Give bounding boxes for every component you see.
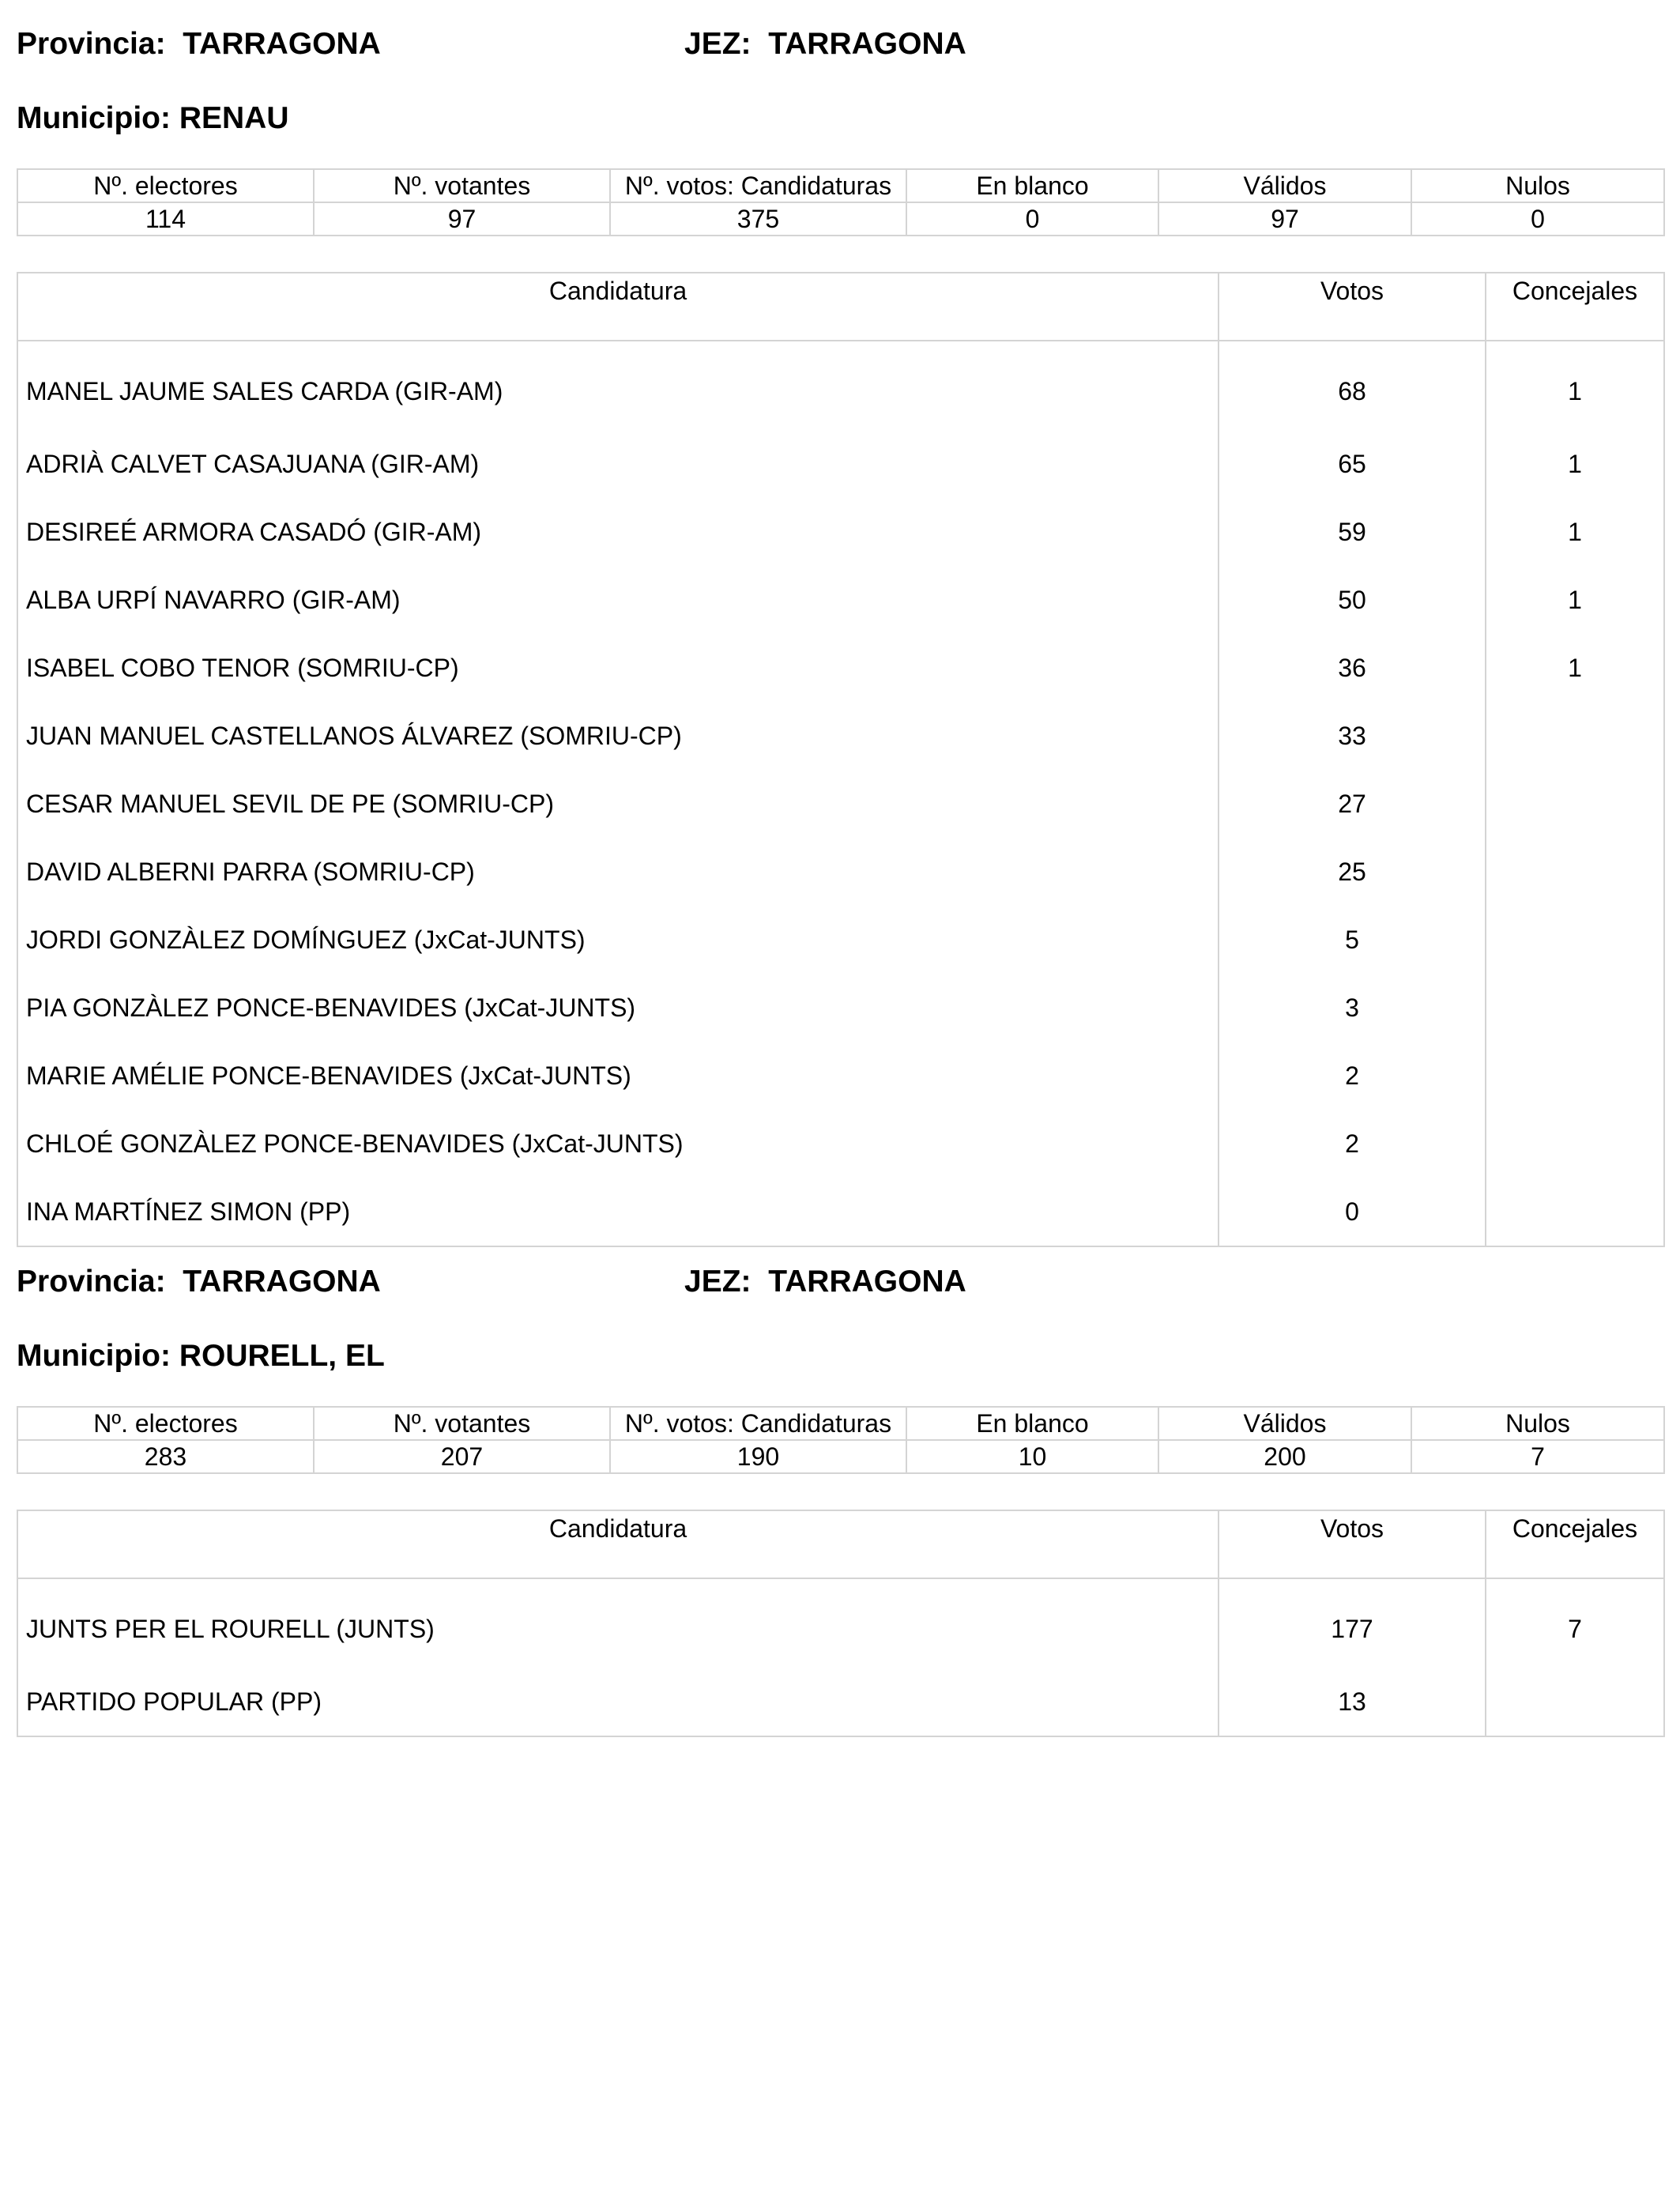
- table-row: [17, 1178, 1664, 1246]
- candidate-votos: 59: [1219, 498, 1486, 566]
- table-row: [17, 566, 1664, 634]
- summary-header-nulos: Nulos: [1411, 169, 1664, 202]
- candidate-name: JUNTS PER EL ROURELL (JUNTS): [17, 1578, 1219, 1668]
- jez-heading: [684, 1265, 966, 1299]
- candidate-concejales: [1486, 1668, 1664, 1736]
- candidate-name: ISABEL COBO TENOR (SOMRIU-CP): [17, 634, 1219, 702]
- candidate-name: DESIREÉ ARMORA CASADÓ (GIR-AM): [17, 498, 1219, 566]
- summary-header-votantes: Nº. votantes: [314, 1407, 610, 1440]
- summary-value-nulos: 7: [1411, 1440, 1664, 1473]
- table-row: [17, 702, 1664, 770]
- candidate-name: PIA GONZÀLEZ PONCE-BENAVIDES (JxCat-JUNTS): [17, 974, 1219, 1042]
- results-header-row: [17, 1510, 1664, 1578]
- results-header-concejales: Concejales: [1486, 273, 1664, 341]
- summary-value-validos: 200: [1158, 1440, 1411, 1473]
- results-table: [17, 1510, 1665, 1737]
- municipio-value: RENAU: [179, 101, 289, 135]
- candidate-name: ADRIÀ CALVET CASAJUANA (GIR-AM): [17, 430, 1219, 498]
- candidate-name: DAVID ALBERNI PARRA (SOMRIU-CP): [17, 838, 1219, 906]
- candidate-concejales: 1: [1486, 341, 1664, 430]
- candidate-concejales: [1486, 974, 1664, 1042]
- candidate-concejales: [1486, 1110, 1664, 1178]
- table-row: [17, 906, 1664, 974]
- candidate-votos: 36: [1219, 634, 1486, 702]
- table-row: [17, 1042, 1664, 1110]
- provincia-value: TARRAGONA: [183, 27, 381, 61]
- results-header-candidatura: Candidatura: [17, 1510, 1219, 1578]
- provincia-label: Provincia:: [17, 1265, 166, 1299]
- candidate-name: ALBA URPÍ NAVARRO (GIR-AM): [17, 566, 1219, 634]
- summary-table: [17, 168, 1665, 236]
- candidate-votos: 65: [1219, 430, 1486, 498]
- table-row: [17, 634, 1664, 702]
- summary-value-electores: 114: [17, 202, 314, 236]
- summary-header-en-blanco: En blanco: [906, 169, 1158, 202]
- candidate-votos: 25: [1219, 838, 1486, 906]
- table-row: [17, 1110, 1664, 1178]
- municipio-value: ROURELL, EL: [179, 1339, 385, 1373]
- results-table: [17, 272, 1665, 1247]
- summary-value-votantes: 207: [314, 1440, 610, 1473]
- candidate-votos: 177: [1219, 1578, 1486, 1668]
- summary-header-en-blanco: En blanco: [906, 1407, 1158, 1440]
- candidate-votos: 50: [1219, 566, 1486, 634]
- jez-value: TARRAGONA: [768, 1265, 966, 1299]
- summary-header-validos: Válidos: [1158, 169, 1411, 202]
- summary-value-row: [17, 202, 1664, 236]
- candidate-name: MANEL JAUME SALES CARDA (GIR-AM): [17, 341, 1219, 430]
- table-row: [17, 1578, 1664, 1668]
- candidate-concejales: [1486, 838, 1664, 906]
- summary-value-en-blanco: 0: [906, 202, 1158, 236]
- jez-label: JEZ:: [684, 1265, 751, 1299]
- summary-header-electores: Nº. electores: [17, 169, 314, 202]
- summary-value-nulos: 0: [1411, 202, 1664, 236]
- summary-value-validos: 97: [1158, 202, 1411, 236]
- jez-heading: [684, 27, 966, 62]
- candidate-votos: 27: [1219, 770, 1486, 838]
- candidate-concejales: 7: [1486, 1578, 1664, 1668]
- summary-header-electores: Nº. electores: [17, 1407, 314, 1440]
- candidate-name: CHLOÉ GONZÀLEZ PONCE-BENAVIDES (JxCat-JUNTS): [17, 1110, 1219, 1178]
- candidate-name: CESAR MANUEL SEVIL DE PE (SOMRIU-CP): [17, 770, 1219, 838]
- summary-header-nulos: Nulos: [1411, 1407, 1664, 1440]
- candidate-concejales: 1: [1486, 498, 1664, 566]
- table-row: [17, 838, 1664, 906]
- provincia-value: TARRAGONA: [183, 1265, 381, 1299]
- candidate-name: JUAN MANUEL CASTELLANOS ÁLVAREZ (SOMRIU-CP): [17, 702, 1219, 770]
- table-row: [17, 1668, 1664, 1736]
- table-row: [17, 430, 1664, 498]
- candidate-votos: 2: [1219, 1110, 1486, 1178]
- candidate-name: MARIE AMÉLIE PONCE-BENAVIDES (JxCat-JUNTS): [17, 1042, 1219, 1110]
- table-row: [17, 341, 1664, 430]
- municipio-label: Municipio:: [17, 1339, 171, 1373]
- candidate-votos: 2: [1219, 1042, 1486, 1110]
- jez-label: JEZ:: [684, 27, 751, 61]
- results-header-row: [17, 273, 1664, 341]
- candidate-votos: 5: [1219, 906, 1486, 974]
- summary-value-row: [17, 1440, 1664, 1473]
- candidate-votos: 33: [1219, 702, 1486, 770]
- results-header-concejales: Concejales: [1486, 1510, 1664, 1578]
- candidate-name: JORDI GONZÀLEZ DOMÍNGUEZ (JxCat-JUNTS): [17, 906, 1219, 974]
- candidate-concejales: [1486, 1042, 1664, 1110]
- summary-header-row: [17, 1407, 1664, 1440]
- candidate-concejales: [1486, 702, 1664, 770]
- candidate-concejales: 1: [1486, 430, 1664, 498]
- jez-value: TARRAGONA: [768, 27, 966, 61]
- summary-header-row: [17, 169, 1664, 202]
- candidate-concejales: [1486, 1178, 1664, 1246]
- summary-header-validos: Válidos: [1158, 1407, 1411, 1440]
- summary-value-votos-candidaturas: 375: [610, 202, 906, 236]
- candidate-concejales: 1: [1486, 634, 1664, 702]
- results-header-candidatura: Candidatura: [17, 273, 1219, 341]
- summary-value-electores: 283: [17, 1440, 314, 1473]
- provincia-heading: [17, 27, 381, 62]
- candidate-votos: 3: [1219, 974, 1486, 1042]
- candidate-votos: 13: [1219, 1668, 1486, 1736]
- summary-value-votos-candidaturas: 190: [610, 1440, 906, 1473]
- candidate-votos: 68: [1219, 341, 1486, 430]
- results-header-votos: Votos: [1219, 1510, 1486, 1578]
- candidate-name: INA MARTÍNEZ SIMON (PP): [17, 1178, 1219, 1246]
- table-row: [17, 770, 1664, 838]
- results-header-votos: Votos: [1219, 273, 1486, 341]
- provincia-label: Provincia:: [17, 27, 166, 61]
- table-row: [17, 974, 1664, 1042]
- candidate-concejales: [1486, 770, 1664, 838]
- table-row: [17, 498, 1664, 566]
- summary-header-votantes: Nº. votantes: [314, 169, 610, 202]
- candidate-concejales: 1: [1486, 566, 1664, 634]
- municipio-heading: [17, 101, 288, 136]
- summary-value-votantes: 97: [314, 202, 610, 236]
- candidate-votos: 0: [1219, 1178, 1486, 1246]
- summary-header-votos-candidaturas: Nº. votos: Candidaturas: [610, 1407, 906, 1440]
- provincia-heading: [17, 1265, 381, 1299]
- summary-header-votos-candidaturas: Nº. votos: Candidaturas: [610, 169, 906, 202]
- summary-table: [17, 1406, 1665, 1474]
- summary-value-en-blanco: 10: [906, 1440, 1158, 1473]
- municipio-heading: [17, 1339, 385, 1374]
- municipio-label: Municipio:: [17, 101, 171, 135]
- candidate-name: PARTIDO POPULAR (PP): [17, 1668, 1219, 1736]
- candidate-concejales: [1486, 906, 1664, 974]
